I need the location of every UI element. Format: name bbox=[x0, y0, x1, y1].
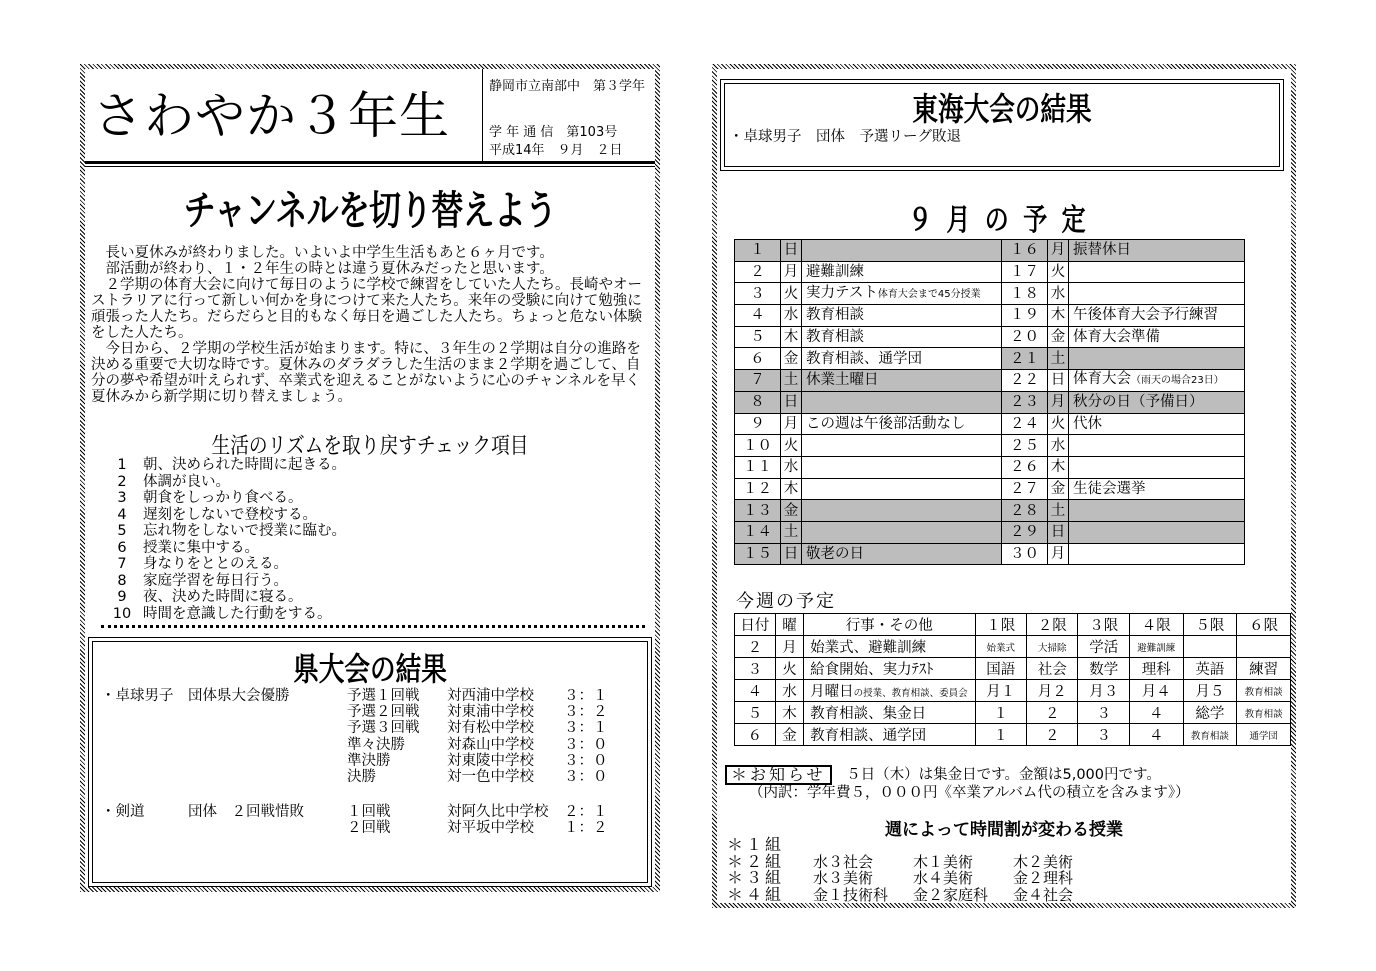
event-text: 振替休日 bbox=[1073, 242, 1131, 259]
opponent: 対平坂中学校 bbox=[447, 820, 534, 837]
weekday-cell: 金 bbox=[781, 348, 802, 370]
day-cell: １７ bbox=[1002, 261, 1048, 283]
event-cell bbox=[1069, 413, 1245, 435]
event-text: 生徒会選挙 bbox=[1073, 480, 1146, 497]
list-item bbox=[107, 457, 346, 474]
weekday-cell: 火 bbox=[775, 658, 803, 680]
event-cell bbox=[802, 413, 1002, 435]
item-number: 7 bbox=[117, 556, 127, 572]
table-row bbox=[735, 500, 1245, 522]
class-name: ＊１組 bbox=[727, 835, 785, 854]
period-cell: 通学団 bbox=[1237, 724, 1291, 746]
left-page bbox=[80, 64, 660, 892]
notice bbox=[725, 765, 1190, 801]
table-row bbox=[735, 478, 1245, 500]
event-cell bbox=[1069, 521, 1245, 543]
weekday-cell: 木 bbox=[1048, 305, 1069, 327]
table-header-row bbox=[735, 614, 1291, 636]
period-cell: 避難訓練 bbox=[1129, 636, 1183, 658]
opponent: 対有松中学校 bbox=[447, 720, 534, 737]
event-cell bbox=[1069, 370, 1245, 392]
event-text: 教育相談、通学団 bbox=[810, 728, 927, 744]
table-row bbox=[735, 521, 1245, 543]
event-text: 教育相談 bbox=[806, 329, 864, 346]
paragraph: 部活動が終わり、１・２年生の時とは違う夏休みだったと思います。 bbox=[91, 261, 554, 277]
paragraph: 今日から、２学期の学校生活が始まります。特に、３年生の２学期は自分の進路を決める重要で大切な時です。夏休みのダラダラした生活のまま２学期を過ごして、自分の夢や希望が叶えられず、卒業式を迎えることがないように心のチャンネルを早く夏休みから新学期に切り替えましょう。 bbox=[91, 341, 641, 405]
event-text: 敬老の日 bbox=[806, 545, 864, 562]
event-text: 午後体育大会予行練習 bbox=[1073, 307, 1218, 324]
day-cell: １９ bbox=[1002, 305, 1048, 327]
weekday-cell: 日 bbox=[781, 391, 802, 413]
divider bbox=[85, 161, 655, 164]
event-note: 体育大会まで45分授業 bbox=[877, 288, 981, 300]
weekday-cell: 火 bbox=[781, 283, 802, 305]
score: ３：０ bbox=[564, 752, 608, 769]
table-row bbox=[735, 702, 1291, 724]
event-text: 避難訓練 bbox=[806, 264, 864, 281]
weekday-cell: 木 bbox=[781, 326, 802, 348]
column-header: 曜 bbox=[775, 614, 803, 636]
weekday-cell: 水 bbox=[1048, 435, 1069, 457]
event-cell bbox=[1069, 391, 1245, 413]
period-cell: 月２ bbox=[1027, 680, 1078, 702]
round-name: ２回戦 bbox=[347, 820, 391, 837]
event-cell bbox=[1069, 240, 1245, 262]
period-cell bbox=[1183, 636, 1237, 658]
event-cell bbox=[802, 500, 1002, 522]
period-cell: １ bbox=[975, 724, 1026, 746]
event-cell bbox=[1069, 435, 1245, 457]
class-subject: 金２家庭科 bbox=[913, 885, 989, 904]
weekday-cell: 金 bbox=[781, 500, 802, 522]
event-cell bbox=[802, 240, 1002, 262]
right-page bbox=[712, 64, 1296, 908]
table-row bbox=[735, 391, 1245, 413]
column-header: ２限 bbox=[1027, 614, 1078, 636]
round-name: 予選３回戦 bbox=[347, 720, 420, 737]
day-cell: １２ bbox=[735, 478, 781, 500]
list-item bbox=[107, 490, 346, 507]
article-body bbox=[91, 245, 651, 405]
item-number: 9 bbox=[117, 589, 127, 605]
day-cell: ３ bbox=[735, 658, 776, 680]
schedule-title: ９月の予定 bbox=[908, 203, 1100, 238]
weekday-cell: 木 bbox=[781, 478, 802, 500]
day-cell: ２３ bbox=[1002, 391, 1048, 413]
event-text: 体育大会 bbox=[1073, 371, 1131, 388]
weekday-cell: 土 bbox=[1048, 500, 1069, 522]
period-cell: 練習 bbox=[1237, 658, 1291, 680]
table-row bbox=[735, 456, 1245, 478]
opponent: 対阿久比中学校 bbox=[447, 804, 549, 820]
event-text: 始業式、避難訓練 bbox=[810, 640, 927, 656]
item-text: 授業に集中する。 bbox=[143, 539, 259, 556]
day-cell: ２９ bbox=[1002, 521, 1048, 543]
day-cell: ４ bbox=[735, 680, 776, 702]
day-cell: ６ bbox=[735, 348, 781, 370]
day-cell: １３ bbox=[735, 500, 781, 522]
checklist bbox=[107, 457, 346, 622]
column-header: ６限 bbox=[1237, 614, 1291, 636]
event-cell bbox=[804, 680, 975, 702]
weekday-cell: 火 bbox=[1048, 261, 1069, 283]
period-cell: ２ bbox=[1027, 702, 1078, 724]
day-cell: ２ bbox=[735, 261, 781, 283]
score: ３：１ bbox=[564, 720, 608, 737]
week-schedule-table bbox=[734, 613, 1291, 746]
weekday-cell: 水 bbox=[781, 456, 802, 478]
list-item bbox=[727, 884, 1113, 904]
period-cell: １ bbox=[975, 702, 1026, 724]
event-text: 給食開始、実力ﾃｽﾄ bbox=[810, 662, 934, 678]
event-cell bbox=[1069, 500, 1245, 522]
weekday-cell: 水 bbox=[775, 680, 803, 702]
period-cell: ２ bbox=[1027, 724, 1078, 746]
weekday-cell: 金 bbox=[1048, 478, 1069, 500]
day-cell: ７ bbox=[735, 370, 781, 392]
newsletter-title: さわやか３年生 bbox=[93, 87, 450, 145]
class-subject: 金２理科 bbox=[1013, 869, 1074, 887]
period-cell: 英語 bbox=[1183, 658, 1237, 680]
table-row bbox=[735, 326, 1245, 348]
day-cell: １４ bbox=[735, 521, 781, 543]
day-cell: ２ bbox=[735, 636, 776, 658]
event-text: 実力テスト bbox=[806, 284, 878, 301]
table-row bbox=[735, 636, 1291, 658]
notice-badge: ＊お知らせ bbox=[725, 765, 832, 785]
list-item bbox=[107, 606, 346, 623]
day-cell: ２８ bbox=[1002, 500, 1048, 522]
weekday-cell: 月 bbox=[1048, 543, 1069, 565]
table-row bbox=[735, 240, 1245, 262]
event-cell bbox=[1069, 456, 1245, 478]
table-row bbox=[735, 413, 1245, 435]
event-text: 月曜日 bbox=[810, 684, 854, 700]
masthead-info bbox=[482, 69, 656, 161]
opponent: 対一色中学校 bbox=[447, 769, 534, 785]
day-cell: ９ bbox=[735, 413, 781, 435]
table-row bbox=[735, 543, 1245, 565]
weekday-cell: 土 bbox=[781, 370, 802, 392]
item-text: 体調が良い。 bbox=[143, 473, 230, 490]
event-cell bbox=[802, 521, 1002, 543]
weekday-cell: 月 bbox=[1048, 391, 1069, 413]
item-number: 2 bbox=[117, 473, 127, 490]
table-row bbox=[735, 348, 1245, 370]
round-name: 準々決勝 bbox=[347, 736, 405, 753]
event-text: 秋分の日（予備日） bbox=[1073, 394, 1204, 411]
dotted-divider bbox=[101, 625, 645, 628]
list-item bbox=[107, 523, 346, 540]
timetable-title: 週によって時間割が変わる授業 bbox=[885, 820, 1123, 840]
tokai-result-line: ・卓球男子 団体 予選リーグ敗退 bbox=[729, 129, 961, 145]
opponent: 対森山中学校 bbox=[447, 736, 534, 753]
prefectural-results-title: 県大会の結果 bbox=[293, 650, 447, 688]
event-text: 教育相談、通学団 bbox=[806, 350, 922, 367]
period-cell: 数学 bbox=[1078, 658, 1129, 680]
class-subject: 木１美術 bbox=[913, 852, 974, 871]
event-cell bbox=[802, 435, 1002, 457]
day-cell: ６ bbox=[735, 724, 776, 746]
headline: チャンネルを切り替えよう bbox=[183, 188, 557, 234]
class-subject: 金４社会 bbox=[1013, 885, 1074, 904]
item-text: 家庭学習を毎日行う。 bbox=[143, 572, 288, 589]
item-text: 身なりをととのえる。 bbox=[143, 556, 288, 572]
score: ３：０ bbox=[564, 769, 608, 785]
weekday-cell: 月 bbox=[775, 636, 803, 658]
class-subject: 水３社会 bbox=[813, 852, 874, 871]
event-cell bbox=[1069, 283, 1245, 305]
table-row bbox=[735, 283, 1245, 305]
event-note: の授業、教育相談、委員会 bbox=[853, 688, 968, 699]
event-text: 教育相談、集金日 bbox=[810, 706, 927, 722]
item-number: 8 bbox=[117, 572, 127, 589]
item-number: 10 bbox=[112, 605, 132, 622]
class-subject: 水３美術 bbox=[813, 869, 874, 887]
score: ３：２ bbox=[564, 704, 608, 721]
event-text: 休業土曜日 bbox=[806, 372, 879, 389]
event-cell bbox=[1069, 326, 1245, 348]
item-text: 朝、決められた時間に起きる。 bbox=[143, 457, 346, 473]
round-name: 準決勝 bbox=[347, 752, 391, 769]
weekday-cell: 土 bbox=[781, 521, 802, 543]
list-item bbox=[727, 837, 1113, 854]
score: １：２ bbox=[564, 820, 608, 837]
period-cell: 月３ bbox=[1078, 680, 1129, 702]
event-cell bbox=[802, 261, 1002, 283]
september-schedule-table bbox=[734, 239, 1245, 565]
period-cell: ３ bbox=[1078, 724, 1129, 746]
column-header: １限 bbox=[975, 614, 1026, 636]
item-number: 5 bbox=[117, 523, 127, 539]
score: ３：１ bbox=[564, 688, 608, 704]
day-cell: ２５ bbox=[1002, 435, 1048, 457]
week-schedule-title: 今週の予定 bbox=[736, 591, 836, 612]
day-cell: １ bbox=[735, 240, 781, 262]
day-cell: ３０ bbox=[1002, 543, 1048, 565]
list-item bbox=[107, 540, 346, 557]
table-row bbox=[735, 724, 1291, 746]
period-cell: 始業式 bbox=[975, 636, 1026, 658]
period-cell: 月１ bbox=[975, 680, 1026, 702]
period-cell: 月５ bbox=[1183, 680, 1237, 702]
table-row bbox=[735, 680, 1291, 702]
weekday-cell: 日 bbox=[781, 543, 802, 565]
opponent: 対東陵中学校 bbox=[447, 752, 534, 769]
tokai-results-title: 東海大会の結果 bbox=[912, 90, 1092, 128]
event-cell bbox=[804, 636, 975, 658]
weekday-cell: 日 bbox=[1048, 521, 1069, 543]
period-cell: 教育相談 bbox=[1237, 680, 1291, 702]
weekday-cell: 木 bbox=[1048, 456, 1069, 478]
weekday-cell: 日 bbox=[1048, 370, 1069, 392]
opponent: 対東浦中学校 bbox=[447, 704, 534, 721]
event-cell bbox=[802, 456, 1002, 478]
item-number: 1 bbox=[117, 457, 127, 473]
weekday-cell: 月 bbox=[781, 261, 802, 283]
period-cell: 月４ bbox=[1129, 680, 1183, 702]
school-name: 静岡市立南部中 第３学年 bbox=[489, 79, 646, 94]
period-cell: 教育相談 bbox=[1237, 702, 1291, 724]
day-cell: ２７ bbox=[1002, 478, 1048, 500]
masthead bbox=[85, 69, 655, 161]
period-cell: 教育相談 bbox=[1183, 724, 1237, 746]
item-text: 忘れ物をしないで授業に臨む。 bbox=[143, 523, 346, 539]
weekday-cell: 火 bbox=[781, 435, 802, 457]
opponent: 対西浦中学校 bbox=[447, 688, 534, 704]
day-cell: １６ bbox=[1002, 240, 1048, 262]
paragraph: 長い夏休みが終わりました。いよいよ中学生生活もあと６ヶ月です。 bbox=[91, 245, 554, 261]
checklist-title: 生活のリズムを取り戻すチェック項目 bbox=[211, 434, 529, 459]
kendo-label: ・剣道 団体 ２回戦惜敗 bbox=[101, 804, 304, 820]
divider bbox=[85, 166, 655, 167]
event-cell bbox=[804, 702, 975, 724]
day-cell: ２１ bbox=[1002, 348, 1048, 370]
day-cell: ２６ bbox=[1002, 456, 1048, 478]
list-item bbox=[107, 573, 346, 590]
day-cell: ４ bbox=[735, 305, 781, 327]
weekday-cell: 月 bbox=[781, 413, 802, 435]
period-cell: ４ bbox=[1129, 724, 1183, 746]
column-header: 行事・その他 bbox=[804, 614, 975, 636]
round-name: 予選１回戦 bbox=[347, 688, 420, 704]
period-cell bbox=[1237, 636, 1291, 658]
event-cell bbox=[1069, 543, 1245, 565]
list-item bbox=[107, 589, 346, 606]
event-cell bbox=[804, 724, 975, 746]
event-cell bbox=[802, 370, 1002, 392]
period-cell: 学活 bbox=[1078, 636, 1129, 658]
weekday-cell: 水 bbox=[781, 305, 802, 327]
weekday-cell: 月 bbox=[1048, 240, 1069, 262]
list-item bbox=[727, 851, 1113, 871]
list-item bbox=[107, 474, 346, 491]
period-cell: ４ bbox=[1129, 702, 1183, 724]
day-cell: ２２ bbox=[1002, 370, 1048, 392]
column-header: ３限 bbox=[1078, 614, 1129, 636]
day-cell: ２０ bbox=[1002, 326, 1048, 348]
weekday-cell: 日 bbox=[781, 240, 802, 262]
day-cell: ５ bbox=[735, 326, 781, 348]
day-cell: ２４ bbox=[1002, 413, 1048, 435]
period-cell: 総学 bbox=[1183, 702, 1237, 724]
class-name: ＊４組 bbox=[727, 884, 785, 904]
day-cell: ８ bbox=[735, 391, 781, 413]
event-cell bbox=[802, 283, 1002, 305]
score: ３：０ bbox=[564, 736, 608, 753]
list-item bbox=[727, 870, 1113, 887]
event-text: この週は午後部活動なし bbox=[806, 415, 966, 432]
item-text: 朝食をしっかり食べる。 bbox=[143, 490, 303, 506]
day-cell: １０ bbox=[735, 435, 781, 457]
weekday-cell: 土 bbox=[1048, 348, 1069, 370]
column-header: ４限 bbox=[1129, 614, 1183, 636]
event-text: 体育大会準備 bbox=[1073, 329, 1160, 346]
item-text: 夜、決めた時間に寝る。 bbox=[143, 589, 303, 605]
item-number: 3 bbox=[117, 490, 127, 506]
event-cell bbox=[1069, 348, 1245, 370]
class-subject: 金１技術科 bbox=[813, 885, 889, 904]
period-cell: 国語 bbox=[975, 658, 1026, 680]
round-name: １回戦 bbox=[347, 804, 391, 820]
period-cell: ３ bbox=[1078, 702, 1129, 724]
table-row bbox=[735, 305, 1245, 327]
event-cell bbox=[1069, 478, 1245, 500]
table-row bbox=[735, 370, 1245, 392]
issue-date: 平成14年 ９月 ２日 bbox=[489, 143, 623, 158]
event-cell bbox=[802, 478, 1002, 500]
list-item bbox=[107, 507, 346, 524]
day-cell: １１ bbox=[735, 456, 781, 478]
table-row bbox=[735, 435, 1245, 457]
prefectural-results-box bbox=[88, 637, 652, 887]
class-name: ＊２組 bbox=[727, 851, 785, 871]
event-cell bbox=[1069, 261, 1245, 283]
class-subject: 木２美術 bbox=[1013, 852, 1074, 871]
table-tennis-label: ・卓球男子 団体県大会優勝 bbox=[101, 688, 290, 704]
score: ２：１ bbox=[564, 804, 608, 820]
column-header: 日付 bbox=[735, 614, 776, 636]
weekday-cell: 木 bbox=[775, 702, 803, 724]
table-row bbox=[735, 658, 1291, 680]
class-subject: 水４美術 bbox=[913, 869, 974, 887]
period-cell: 大掃除 bbox=[1027, 636, 1078, 658]
day-cell: １８ bbox=[1002, 283, 1048, 305]
round-name: 決勝 bbox=[347, 769, 376, 785]
item-text: 時間を意識した行動をする。 bbox=[143, 605, 332, 622]
event-text: 教育相談 bbox=[806, 307, 864, 324]
column-header: ５限 bbox=[1183, 614, 1237, 636]
event-text: 代休 bbox=[1073, 415, 1102, 432]
event-cell bbox=[802, 391, 1002, 413]
event-cell bbox=[802, 326, 1002, 348]
notice-line: ５日（木）は集金日です。金額は5,000円です。 bbox=[846, 767, 1161, 783]
weekday-cell: 火 bbox=[1048, 413, 1069, 435]
weekday-cell: 水 bbox=[1048, 283, 1069, 305]
item-text: 遅刻をしないで登校する。 bbox=[143, 506, 317, 523]
day-cell: ５ bbox=[735, 702, 776, 724]
day-cell: ３ bbox=[735, 283, 781, 305]
list-item bbox=[107, 556, 346, 573]
issue-number: 学 年 通 信 第103号 bbox=[489, 125, 618, 140]
event-cell bbox=[802, 305, 1002, 327]
item-number: 4 bbox=[117, 506, 127, 523]
day-cell: １５ bbox=[735, 543, 781, 565]
period-cell: 社会 bbox=[1027, 658, 1078, 680]
notice-detail: （内訳：学年費５，０００円《卒業アルバム代の積立を含みます》） bbox=[749, 785, 1190, 801]
timetable-changes bbox=[727, 837, 1113, 903]
tokai-results-box bbox=[720, 79, 1284, 171]
event-cell bbox=[804, 658, 975, 680]
class-name: ＊３組 bbox=[727, 868, 785, 887]
period-cell: 理科 bbox=[1129, 658, 1183, 680]
round-name: 予選２回戦 bbox=[347, 704, 420, 721]
event-cell bbox=[802, 543, 1002, 565]
event-note: （雨天の場合23日） bbox=[1131, 375, 1224, 387]
weekday-cell: 金 bbox=[1048, 326, 1069, 348]
event-cell bbox=[802, 348, 1002, 370]
weekday-cell: 金 bbox=[775, 724, 803, 746]
table-row bbox=[735, 261, 1245, 283]
paragraph: ２学期の体育大会に向けて毎日のように学校で練習をしていた人たち。長崎やオーストラリアに行って新しい何かを身につけて来た人たち。来年の受験に向けて勉強に頑張った人たち。だらだらと目的もなく毎日を過ごした人たち。ちょっと危ない体験をした人たち。 bbox=[91, 277, 642, 341]
event-cell bbox=[1069, 305, 1245, 327]
item-number: 6 bbox=[117, 539, 127, 556]
